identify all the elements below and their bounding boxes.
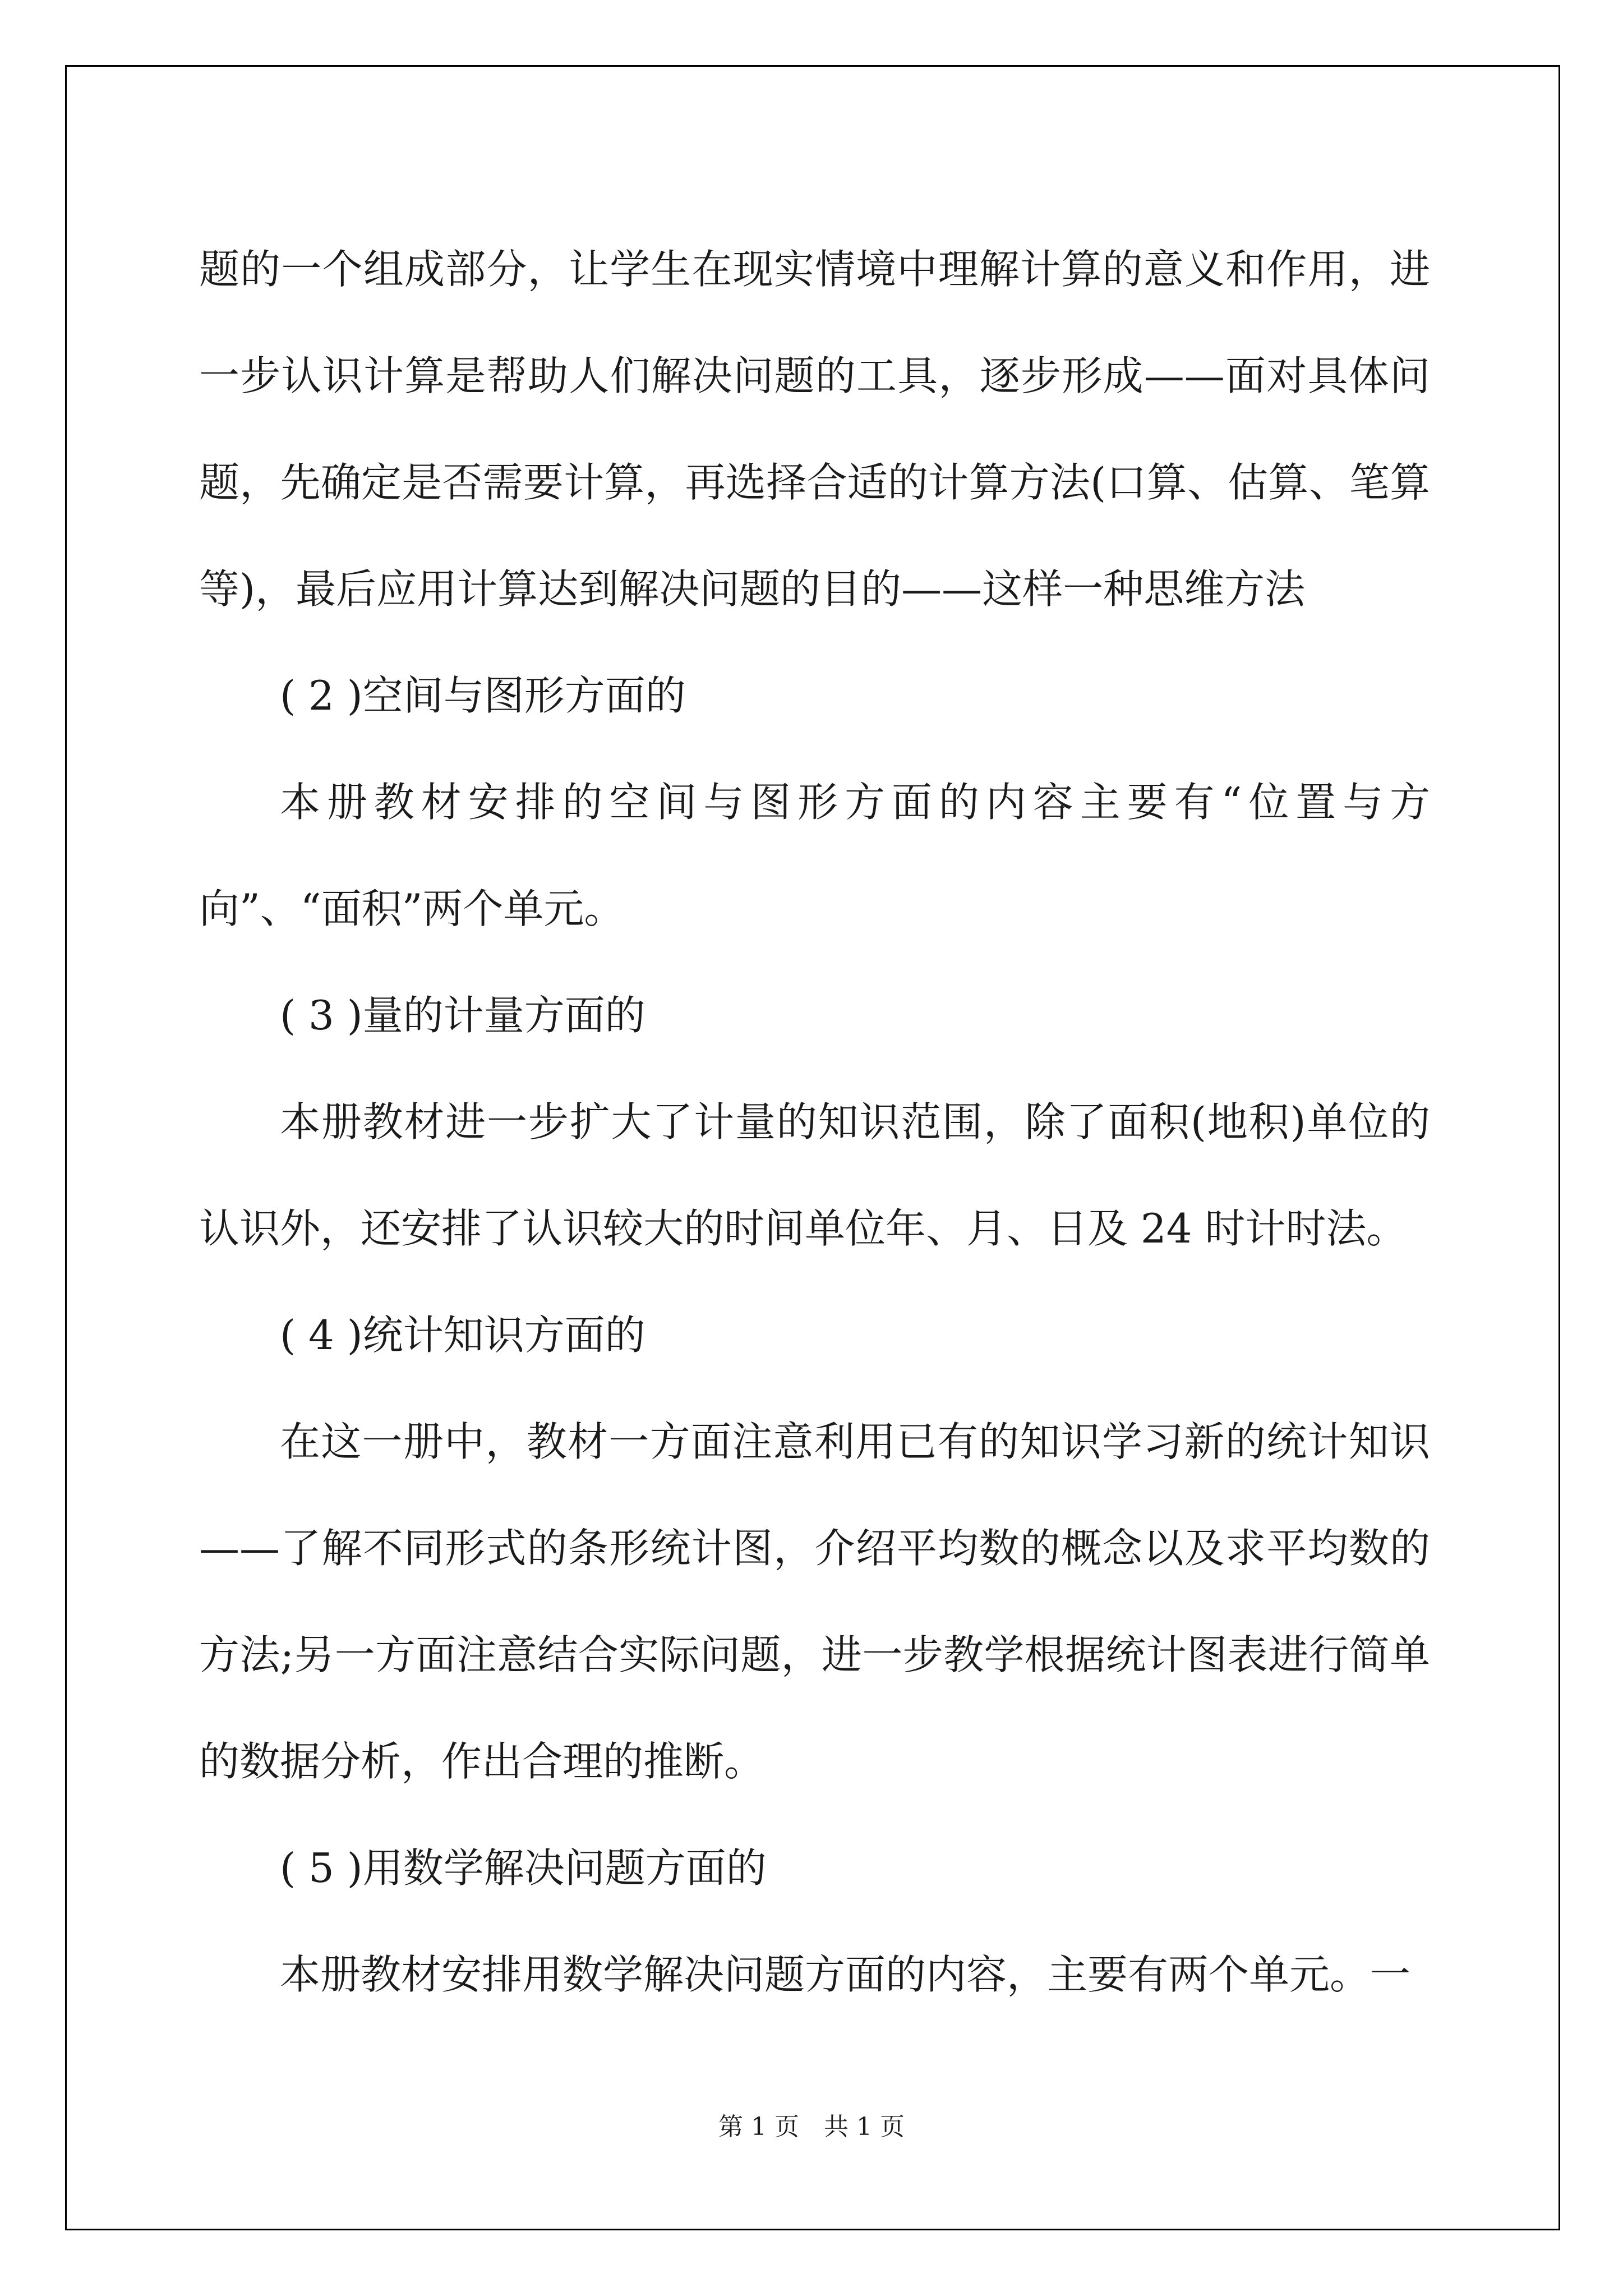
paragraph-measurement: 本册教材进一步扩大了计量的知识范围，除了面积(地积)单位的认识外，还安排了认识较大的时间单位年、月、日及 24 时计时法。 [199, 1098, 1430, 1252]
paragraph-statistics: 在这一册中，教材一方面注意利用已有的知识学习新的统计知识——了解不同形式的条形统计图，介绍平均数的概念以及求平均数的方法;另一方面注意结合实际问题，进一步教学根据统计图表进行简单的数据分析，作出合理的推断。 [199, 1418, 1430, 1785]
paragraph-problem-solving: 本册教材安排用数学解决问题方面的内容，主要有两个单元。一 [280, 1951, 1411, 1998]
paragraph-intro-continuation: 题的一个组成部分，让学生在现实情境中理解计算的意义和作用，进一步认识计算是帮助人们解决问题的工具，逐步形成——面对具体问题，先确定是否需要计算，再选择合适的计算方法(口算、估算、笔算等)，最后应用计算达到解决问题的目的——这样一种思维方法 [199, 246, 1430, 613]
page-number-footer: 第 1 页 共 1 页 [718, 2113, 905, 2141]
heading-problem-solving: ( 5 )用数学解决问题方面的 [280, 1844, 767, 1892]
heading-statistics: ( 4 )统计知识方面的 [280, 1312, 645, 1359]
heading-measurement: ( 3 )量的计量方面的 [280, 992, 645, 1039]
paragraph-space-and-shapes: 本册教材安排的空间与图形方面的内容主要有“位置与方向”、“面积”两个单元。 [199, 779, 1430, 932]
heading-space-and-shapes: ( 2 )空间与图形方面的 [280, 672, 686, 719]
document-body [199, 216, 1430, 2028]
